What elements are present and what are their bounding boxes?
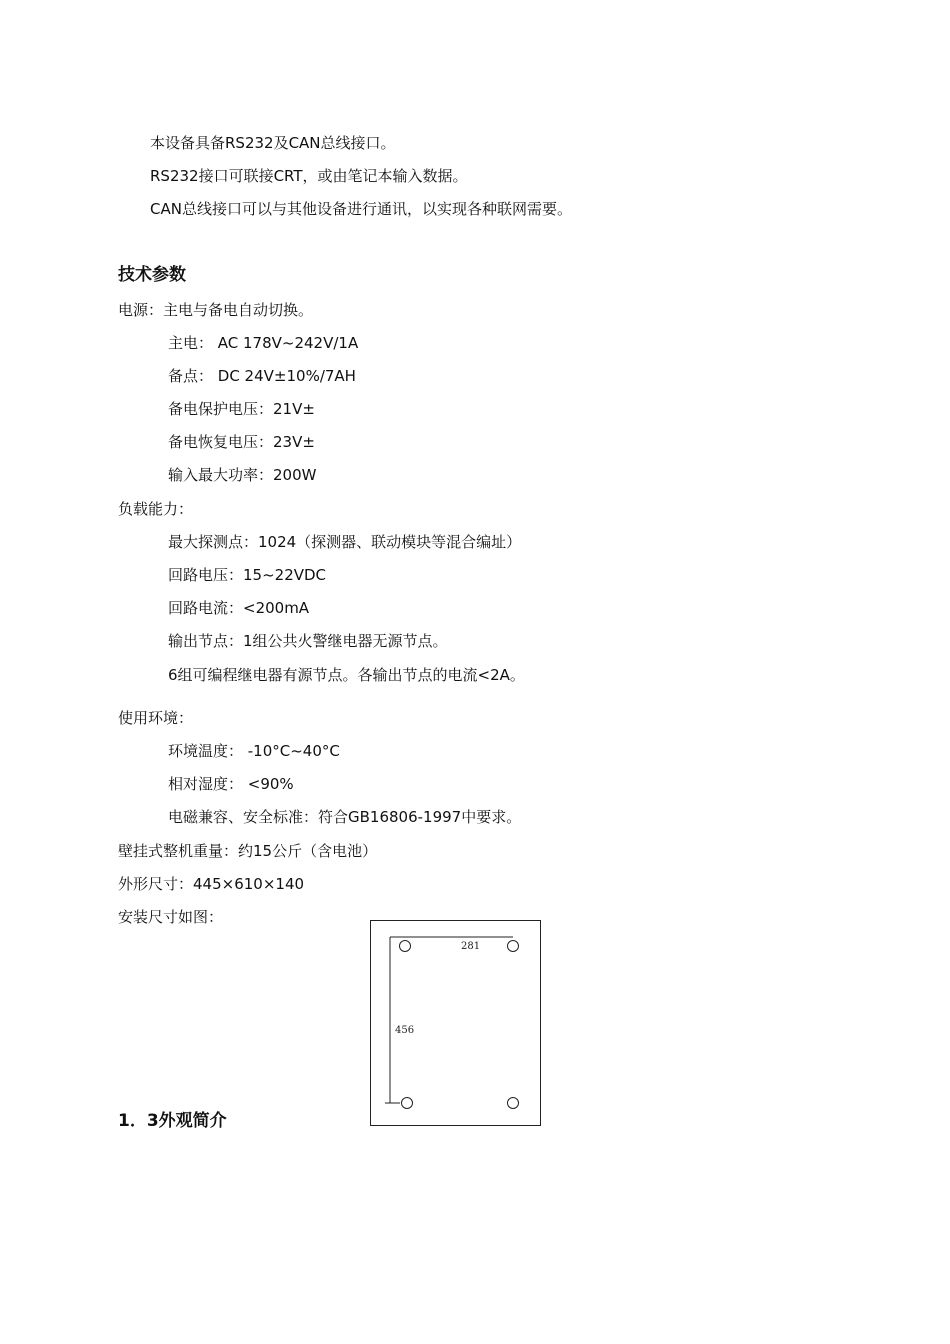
power-item-max: 输入最大功率：200W xyxy=(168,466,317,484)
height-label: 456 xyxy=(395,1025,415,1036)
intro-line-2: RS232接口可联接CRT，或由笔记本输入数据。 xyxy=(150,167,468,185)
width-label: 281 xyxy=(461,941,481,952)
intro-line-1: 本设备具备RS232及CAN总线接口。 xyxy=(150,134,396,152)
mount-hole-bottom-right xyxy=(508,1098,519,1109)
load-item-voltage: 回路电压：15~22VDC xyxy=(168,566,327,584)
load-item-relays: 6组可编程继电器有源节点。各输出节点的电流<2A。 xyxy=(168,666,525,684)
next-section-title: 1．3外观简介 xyxy=(118,1111,227,1131)
mounting-diagram xyxy=(370,920,542,1127)
env-item-humidity: 相对湿度： <90% xyxy=(168,775,294,793)
env-item-temp: 环境温度： -10°C~40°C xyxy=(168,742,340,760)
load-item-output: 输出节点：1组公共火警继电器无源节点。 xyxy=(168,632,448,650)
power-item-protect: 备电保护电压：21V± xyxy=(168,400,315,418)
power-item-main: 主电： AC 178V~242V/1A xyxy=(168,334,359,352)
load-item-points: 最大探测点：1024（探测器、联动模块等混合编址） xyxy=(168,533,522,551)
load-item-current: 回路电流：<200mA xyxy=(168,599,310,617)
intro-line-3: CAN总线接口可以与其他设备进行通讯，以实现各种联网需要。 xyxy=(150,200,572,218)
mount-hole-top-left xyxy=(400,941,411,952)
weight-line: 壁挂式整机重量：约15公斤（含电池） xyxy=(118,842,378,860)
env-title: 使用环境： xyxy=(118,709,194,727)
power-item-restore: 备电恢复电压：23V± xyxy=(168,433,315,451)
section-title: 技术参数 xyxy=(118,265,186,285)
power-item-backup: 备点： DC 24V±10%/7AH xyxy=(168,367,356,385)
power-title: 电源：主电与备电自动切换。 xyxy=(118,301,314,319)
mount-hole-bottom-left xyxy=(402,1098,413,1109)
install-line: 安装尺寸如图： xyxy=(118,908,224,926)
mount-hole-top-right xyxy=(508,941,519,952)
load-title: 负载能力： xyxy=(118,500,194,518)
env-item-emc: 电磁兼容、安全标准：符合GB16806-1997中要求。 xyxy=(168,808,522,826)
dimensions-line: 外形尺寸：445×610×140 xyxy=(118,875,305,893)
